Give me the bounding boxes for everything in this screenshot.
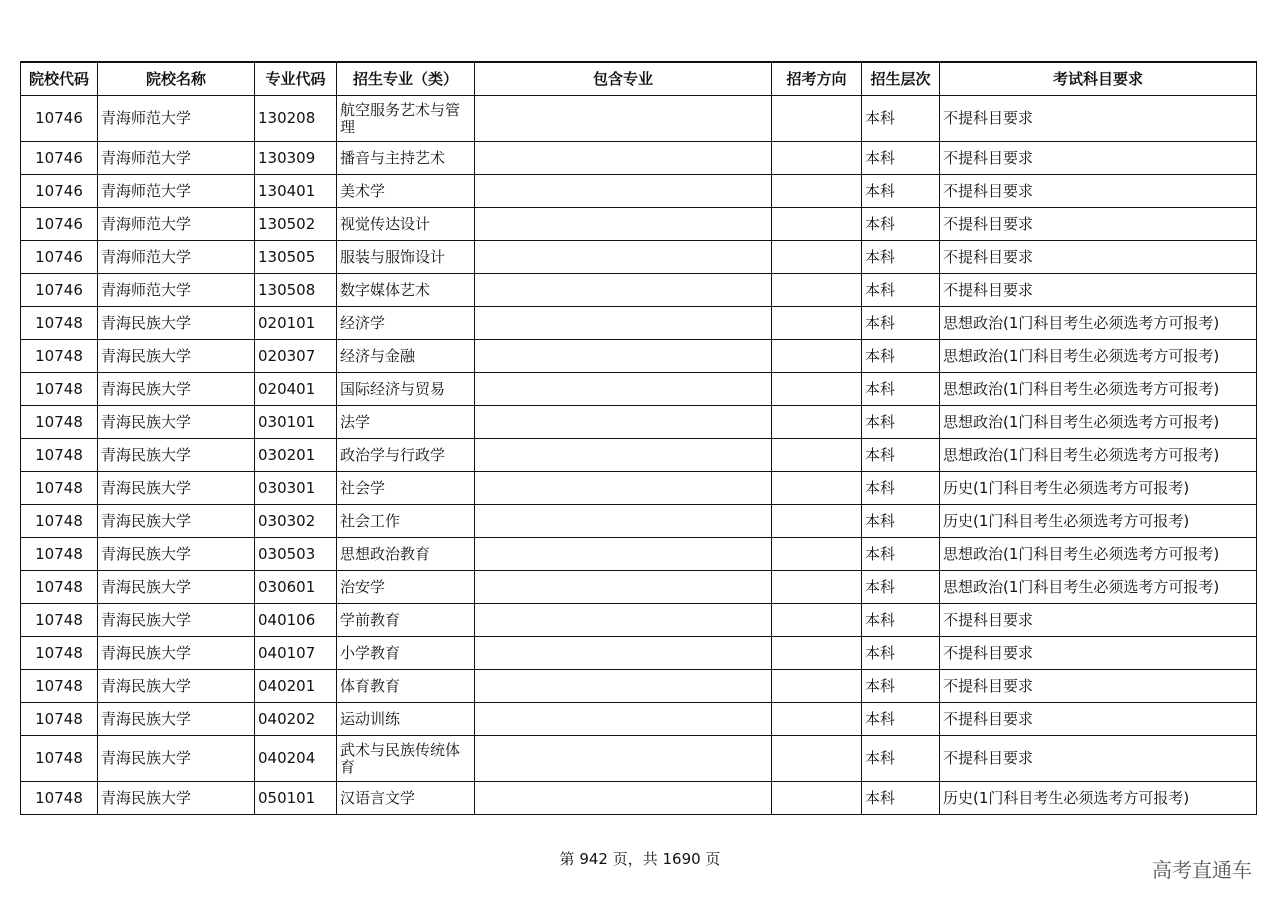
cell-major-code: 030301 xyxy=(255,472,337,505)
cell-subject-requirement: 思想政治(1门科目考生必须选考方可报考) xyxy=(940,340,1257,373)
table-row xyxy=(21,175,1257,208)
cell-school-code: 10748 xyxy=(21,307,98,340)
header-school-name: 院校名称 xyxy=(98,62,255,96)
table-row xyxy=(21,373,1257,406)
cell-subject-requirement: 不提科目要求 xyxy=(940,670,1257,703)
cell-school-code: 10748 xyxy=(21,637,98,670)
cell-included-majors xyxy=(475,782,772,815)
table-row xyxy=(21,782,1257,815)
header-direction: 招考方向 xyxy=(772,62,862,96)
cell-school-name: 青海民族大学 xyxy=(98,604,255,637)
cell-major-name: 视觉传达设计 xyxy=(337,208,475,241)
table-row xyxy=(21,142,1257,175)
cell-school-name: 青海民族大学 xyxy=(98,782,255,815)
cell-subject-requirement: 思想政治(1门科目考生必须选考方可报考) xyxy=(940,373,1257,406)
cell-direction xyxy=(772,571,862,604)
cell-major-name: 国际经济与贸易 xyxy=(337,373,475,406)
cell-subject-requirement: 历史(1门科目考生必须选考方可报考) xyxy=(940,505,1257,538)
cell-school-name: 青海民族大学 xyxy=(98,505,255,538)
cell-school-code: 10748 xyxy=(21,538,98,571)
cell-major-code: 030601 xyxy=(255,571,337,604)
table-row xyxy=(21,505,1257,538)
cell-level: 本科 xyxy=(862,538,940,571)
cell-school-name: 青海民族大学 xyxy=(98,703,255,736)
cell-school-code: 10746 xyxy=(21,175,98,208)
cell-major-code: 030201 xyxy=(255,439,337,472)
cell-major-code: 050101 xyxy=(255,782,337,815)
cell-major-code: 130401 xyxy=(255,175,337,208)
cell-school-code: 10748 xyxy=(21,604,98,637)
cell-major-name: 武术与民族传统体育 xyxy=(337,736,475,782)
cell-level: 本科 xyxy=(862,571,940,604)
cell-subject-requirement: 不提科目要求 xyxy=(940,637,1257,670)
cell-school-name: 青海师范大学 xyxy=(98,175,255,208)
cell-subject-requirement: 不提科目要求 xyxy=(940,604,1257,637)
cell-major-name: 数字媒体艺术 xyxy=(337,274,475,307)
cell-direction xyxy=(772,340,862,373)
cell-direction xyxy=(772,670,862,703)
cell-major-code: 040202 xyxy=(255,703,337,736)
cell-direction xyxy=(772,472,862,505)
cell-major-code: 040204 xyxy=(255,736,337,782)
cell-school-name: 青海师范大学 xyxy=(98,142,255,175)
cell-subject-requirement: 不提科目要求 xyxy=(940,703,1257,736)
cell-school-name: 青海民族大学 xyxy=(98,373,255,406)
table-row xyxy=(21,538,1257,571)
cell-school-code: 10748 xyxy=(21,703,98,736)
cell-school-name: 青海师范大学 xyxy=(98,96,255,142)
cell-school-code: 10748 xyxy=(21,340,98,373)
cell-major-code: 130505 xyxy=(255,241,337,274)
cell-school-code: 10748 xyxy=(21,505,98,538)
cell-direction xyxy=(772,782,862,815)
cell-school-name: 青海民族大学 xyxy=(98,472,255,505)
cell-level: 本科 xyxy=(862,373,940,406)
admissions-table xyxy=(20,61,1257,815)
cell-major-code: 040201 xyxy=(255,670,337,703)
table-row xyxy=(21,307,1257,340)
table-body xyxy=(21,96,1257,815)
cell-school-code: 10748 xyxy=(21,439,98,472)
cell-school-code: 10748 xyxy=(21,472,98,505)
cell-level: 本科 xyxy=(862,604,940,637)
cell-major-name: 航空服务艺术与管理 xyxy=(337,96,475,142)
cell-major-code: 020401 xyxy=(255,373,337,406)
cell-level: 本科 xyxy=(862,472,940,505)
cell-subject-requirement: 思想政治(1门科目考生必须选考方可报考) xyxy=(940,307,1257,340)
table-row xyxy=(21,241,1257,274)
cell-level: 本科 xyxy=(862,274,940,307)
cell-school-name: 青海民族大学 xyxy=(98,439,255,472)
cell-level: 本科 xyxy=(862,307,940,340)
cell-school-name: 青海民族大学 xyxy=(98,406,255,439)
cell-level: 本科 xyxy=(862,439,940,472)
cell-school-code: 10748 xyxy=(21,782,98,815)
cell-major-code: 040106 xyxy=(255,604,337,637)
cell-major-name: 法学 xyxy=(337,406,475,439)
table-row xyxy=(21,208,1257,241)
cell-included-majors xyxy=(475,340,772,373)
table-row xyxy=(21,604,1257,637)
admissions-table-container xyxy=(20,61,1256,815)
cell-direction xyxy=(772,175,862,208)
cell-school-code: 10748 xyxy=(21,406,98,439)
header-major: 招生专业（类） xyxy=(337,62,475,96)
cell-school-name: 青海师范大学 xyxy=(98,208,255,241)
cell-included-majors xyxy=(475,439,772,472)
cell-school-code: 10748 xyxy=(21,670,98,703)
cell-level: 本科 xyxy=(862,208,940,241)
header-row xyxy=(21,62,1257,96)
cell-school-name: 青海师范大学 xyxy=(98,274,255,307)
cell-subject-requirement: 思想政治(1门科目考生必须选考方可报考) xyxy=(940,406,1257,439)
cell-school-name: 青海民族大学 xyxy=(98,670,255,703)
table-row xyxy=(21,274,1257,307)
cell-subject-requirement: 不提科目要求 xyxy=(940,142,1257,175)
cell-major-code: 030503 xyxy=(255,538,337,571)
cell-level: 本科 xyxy=(862,175,940,208)
cell-level: 本科 xyxy=(862,703,940,736)
cell-school-name: 青海民族大学 xyxy=(98,571,255,604)
cell-direction xyxy=(772,406,862,439)
cell-direction xyxy=(772,505,862,538)
cell-subject-requirement: 思想政治(1门科目考生必须选考方可报考) xyxy=(940,571,1257,604)
cell-direction xyxy=(772,241,862,274)
cell-major-code: 130508 xyxy=(255,274,337,307)
cell-major-code: 020307 xyxy=(255,340,337,373)
cell-major-name: 体育教育 xyxy=(337,670,475,703)
cell-direction xyxy=(772,439,862,472)
table-row xyxy=(21,670,1257,703)
cell-level: 本科 xyxy=(862,96,940,142)
cell-direction xyxy=(772,538,862,571)
cell-subject-requirement: 不提科目要求 xyxy=(940,274,1257,307)
cell-major-name: 思想政治教育 xyxy=(337,538,475,571)
cell-included-majors xyxy=(475,604,772,637)
page-number: 第 942 页，共 1690 页 xyxy=(559,850,721,868)
cell-included-majors xyxy=(475,208,772,241)
table-row xyxy=(21,340,1257,373)
cell-major-code: 130309 xyxy=(255,142,337,175)
cell-level: 本科 xyxy=(862,670,940,703)
cell-level: 本科 xyxy=(862,406,940,439)
cell-major-name: 播音与主持艺术 xyxy=(337,142,475,175)
cell-school-code: 10746 xyxy=(21,96,98,142)
cell-included-majors xyxy=(475,96,772,142)
cell-major-name: 汉语言文学 xyxy=(337,782,475,815)
cell-direction xyxy=(772,274,862,307)
cell-level: 本科 xyxy=(862,340,940,373)
cell-subject-requirement: 不提科目要求 xyxy=(940,175,1257,208)
cell-included-majors xyxy=(475,307,772,340)
cell-included-majors xyxy=(475,373,772,406)
cell-school-code: 10748 xyxy=(21,373,98,406)
cell-school-name: 青海民族大学 xyxy=(98,637,255,670)
cell-school-name: 青海民族大学 xyxy=(98,736,255,782)
cell-major-name: 小学教育 xyxy=(337,637,475,670)
cell-school-name: 青海师范大学 xyxy=(98,241,255,274)
cell-level: 本科 xyxy=(862,241,940,274)
cell-subject-requirement: 不提科目要求 xyxy=(940,208,1257,241)
cell-included-majors xyxy=(475,637,772,670)
cell-major-name: 社会学 xyxy=(337,472,475,505)
cell-direction xyxy=(772,637,862,670)
cell-school-code: 10746 xyxy=(21,274,98,307)
header-major-code: 专业代码 xyxy=(255,62,337,96)
table-row xyxy=(21,637,1257,670)
cell-school-name: 青海民族大学 xyxy=(98,538,255,571)
table-row xyxy=(21,571,1257,604)
table-row xyxy=(21,406,1257,439)
cell-subject-requirement: 不提科目要求 xyxy=(940,96,1257,142)
cell-direction xyxy=(772,307,862,340)
cell-major-name: 经济与金融 xyxy=(337,340,475,373)
cell-included-majors xyxy=(475,736,772,782)
table-row xyxy=(21,472,1257,505)
cell-direction xyxy=(772,736,862,782)
cell-included-majors xyxy=(475,703,772,736)
cell-included-majors xyxy=(475,505,772,538)
cell-school-code: 10746 xyxy=(21,241,98,274)
cell-major-code: 130502 xyxy=(255,208,337,241)
cell-major-code: 020101 xyxy=(255,307,337,340)
cell-subject-requirement: 历史(1门科目考生必须选考方可报考) xyxy=(940,782,1257,815)
cell-school-code: 10746 xyxy=(21,142,98,175)
cell-major-name: 政治学与行政学 xyxy=(337,439,475,472)
cell-included-majors xyxy=(475,274,772,307)
cell-subject-requirement: 不提科目要求 xyxy=(940,241,1257,274)
cell-level: 本科 xyxy=(862,505,940,538)
cell-included-majors xyxy=(475,571,772,604)
table-row xyxy=(21,703,1257,736)
cell-major-code: 030101 xyxy=(255,406,337,439)
cell-direction xyxy=(772,142,862,175)
cell-direction xyxy=(772,703,862,736)
cell-included-majors xyxy=(475,670,772,703)
cell-school-name: 青海民族大学 xyxy=(98,307,255,340)
cell-subject-requirement: 历史(1门科目考生必须选考方可报考) xyxy=(940,472,1257,505)
cell-subject-requirement: 思想政治(1门科目考生必须选考方可报考) xyxy=(940,439,1257,472)
cell-level: 本科 xyxy=(862,782,940,815)
cell-subject-requirement: 思想政治(1门科目考生必须选考方可报考) xyxy=(940,538,1257,571)
cell-major-name: 学前教育 xyxy=(337,604,475,637)
cell-direction xyxy=(772,604,862,637)
cell-major-code: 130208 xyxy=(255,96,337,142)
cell-included-majors xyxy=(475,142,772,175)
header-level: 招生层次 xyxy=(862,62,940,96)
cell-school-code: 10748 xyxy=(21,571,98,604)
watermark: 高考直通车 xyxy=(1152,858,1252,882)
cell-major-name: 服装与服饰设计 xyxy=(337,241,475,274)
cell-major-name: 治安学 xyxy=(337,571,475,604)
cell-subject-requirement: 不提科目要求 xyxy=(940,736,1257,782)
header-school-code: 院校代码 xyxy=(21,62,98,96)
cell-major-name: 经济学 xyxy=(337,307,475,340)
cell-direction xyxy=(772,96,862,142)
header-subject-requirement: 考试科目要求 xyxy=(940,62,1257,96)
table-row xyxy=(21,736,1257,782)
cell-level: 本科 xyxy=(862,637,940,670)
header-included-majors: 包含专业 xyxy=(475,62,772,96)
table-row xyxy=(21,439,1257,472)
cell-major-name: 美术学 xyxy=(337,175,475,208)
cell-major-name: 社会工作 xyxy=(337,505,475,538)
cell-major-code: 030302 xyxy=(255,505,337,538)
cell-included-majors xyxy=(475,538,772,571)
cell-included-majors xyxy=(475,175,772,208)
cell-included-majors xyxy=(475,241,772,274)
cell-major-code: 040107 xyxy=(255,637,337,670)
cell-direction xyxy=(772,373,862,406)
cell-school-code: 10746 xyxy=(21,208,98,241)
cell-school-code: 10748 xyxy=(21,736,98,782)
cell-direction xyxy=(772,208,862,241)
table-row xyxy=(21,96,1257,142)
cell-level: 本科 xyxy=(862,736,940,782)
cell-included-majors xyxy=(475,472,772,505)
cell-school-name: 青海民族大学 xyxy=(98,340,255,373)
cell-level: 本科 xyxy=(862,142,940,175)
cell-major-name: 运动训练 xyxy=(337,703,475,736)
cell-included-majors xyxy=(475,406,772,439)
